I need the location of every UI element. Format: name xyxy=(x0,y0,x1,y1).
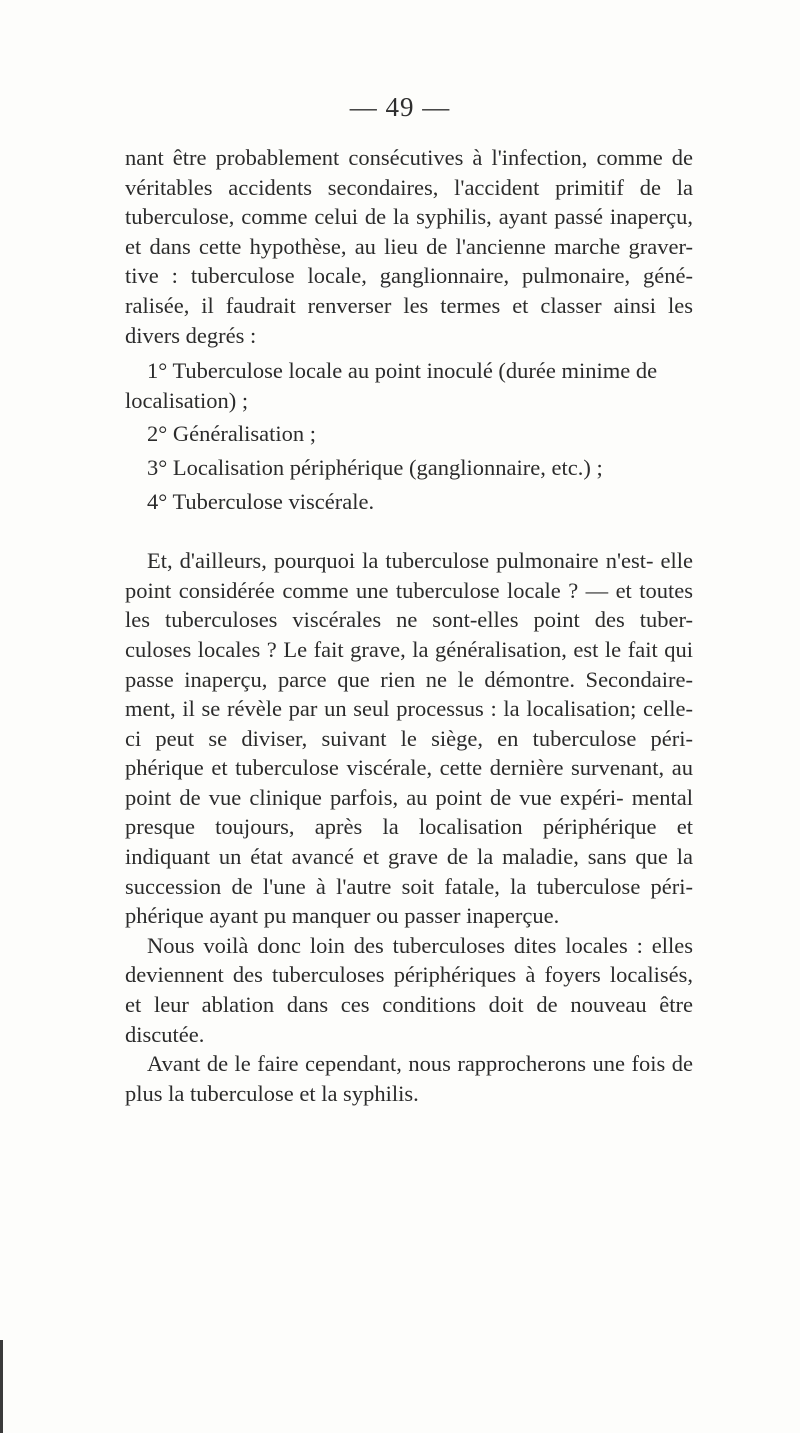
main-paragraph: Et, d'ailleurs, pourquoi la tuberculose pulmonaire n'est- elle point considérée comme une tuberculose locale ? — et toutes les tuberculoses viscérales ne sont-elles point des tuber- culoses locales ? Le fait grave, la généralisation, est le fait qui passe inaperçu, parce que rien ne le démontre. Secondaire- ment, il se révèle par un seul processus : la localisation; celle-ci peut se diviser, suivant le siège, en tuberculose péri- phérique et tuberculose viscérale, cette dernière survenant, au point de vue clinique parfois, au point de vue expéri- mental presque toujours, après la localisation périphérique et indiquant un état avancé et grave de la maladie, sans que la succession de l'une à l'autre soit fatale, la tuberculose péri- phérique ayant pu manquer ou passer inaperçue. xyxy=(125,548,693,929)
scan-edge-mark xyxy=(0,1340,3,1433)
page-body xyxy=(125,143,693,1108)
list-item-4: 4° Tuberculose viscérale. xyxy=(147,488,375,514)
conclusion-paragraph: Nous voilà donc loin des tuberculoses dites locales : elles deviennent des tuberculoses périphériques à foyers localisés, et leur ablation dans ces conditions doit de nouveau être discutée. xyxy=(125,932,693,1047)
list-item-3: 3° Localisation périphérique (ganglionnaire, etc.) ; xyxy=(147,454,603,480)
intro-paragraph: nant être probablement consécutives à l'infection, comme de véritables accidents secondaires, l'accident primitif de la tuberculose, comme celui de la syphilis, ayant passé inaperçu, et dans cette hypothèse, au lieu de l'ancienne marche graver- tive : tuberculose locale, ganglionnaire, pulmonaire, géné- ralisée, il faudrait renverser les termes et classer ainsi les divers degrés : xyxy=(125,145,693,348)
page-number: — 49 — xyxy=(349,92,451,122)
list-item-1: 1° Tuberculose locale au point inoculé (durée minime de localisation) ; xyxy=(125,358,658,413)
list-item-2: 2° Généralisation ; xyxy=(147,421,316,447)
closing-paragraph: Avant de le faire cependant, nous rapprocherons une fois de plus la tuberculose et la syphilis. xyxy=(125,1051,693,1106)
